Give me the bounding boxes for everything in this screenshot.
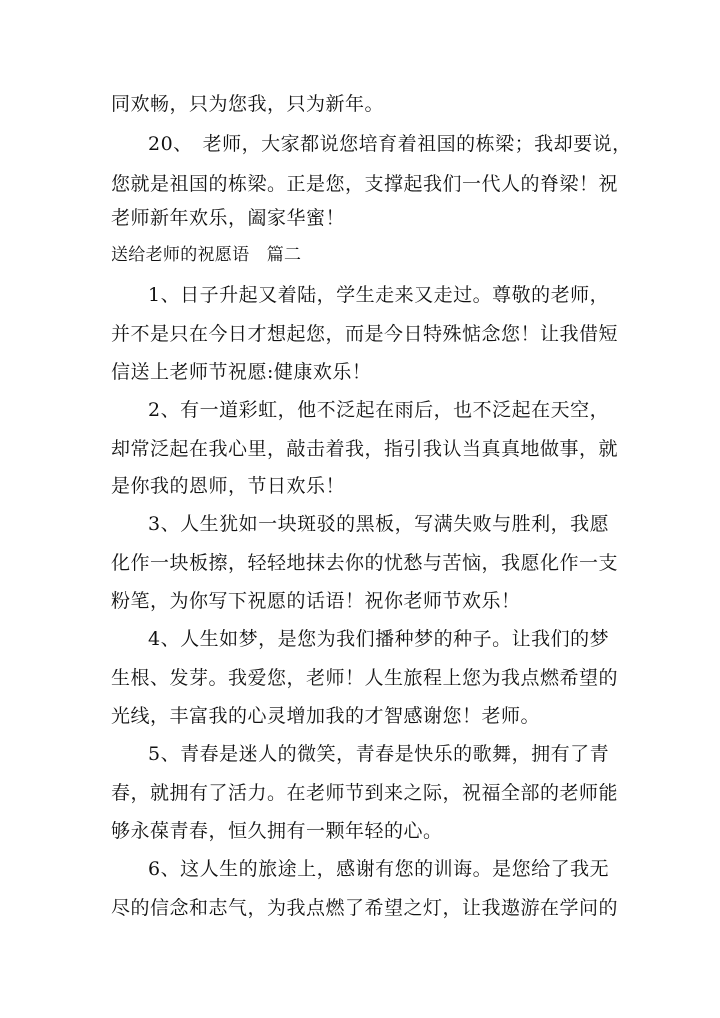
paragraph-line: 6、这人生的旅途上，感谢有您的训诲。是您给了我无: [148, 858, 610, 880]
paragraph-line: 化作一块板擦，轻轻地抹去你的忧愁与苦恼，我愿化作一支: [111, 552, 619, 574]
paragraph-line: 您就是祖国的栋梁。正是您，支撑起我们一代人的脊梁！祝: [111, 173, 619, 195]
paragraph-line: 却常泛起在我心里，敲击着我，指引我认当真真地做事，就: [111, 438, 619, 460]
paragraph-line: 光线，丰富我的心灵增加我的才智感谢您！老师。: [111, 705, 541, 727]
paragraph-line: 信送上老师节祝愿:健康欢乐！: [111, 361, 372, 383]
paragraph-line: 20、 老师，大家都说您培育着祖国的栋梁；我却要说，: [148, 133, 632, 155]
paragraph-line: 粉笔，为你写下祝愿的话语！祝你老师节欢乐！: [111, 590, 521, 612]
paragraph-line: 2、有一道彩虹，他不泛起在雨后，也不泛起在天空，: [148, 399, 610, 421]
paragraph-line: 3、人生犹如一块斑驳的黑板，写满失败与胜利，我愿: [148, 513, 610, 535]
paragraph-line: 够永葆青春，恒久拥有一颗年轻的心。: [111, 820, 443, 842]
paragraph-line: 是你我的恩师，节日欢乐！: [111, 475, 346, 497]
paragraph-line: 5、青春是迷人的微笑，青春是快乐的歌舞，拥有了青: [148, 743, 610, 765]
paragraph-line: 老师新年欢乐，阖家华蜜！: [111, 207, 346, 229]
paragraph-line: 春，就拥有了活力。在老师节到来之际，祝福全部的老师能: [111, 782, 619, 804]
paragraph-line: 生根、发芽。我爱您，老师！人生旅程上您为我点燃希望的: [111, 667, 619, 689]
paragraph-line: 1、日子升起又着陆，学生走来又走过。尊敬的老师，: [148, 284, 610, 306]
section-heading: 送给老师的祝愿语 篇二: [111, 245, 302, 265]
paragraph-line: 尽的信念和志气，为我点燃了希望之灯，让我遨游在学问的: [111, 897, 619, 919]
paragraph-line: 同欢畅，只为您我，只为新年。: [111, 93, 385, 115]
paragraph-line: 并不是只在今日才想起您，而是今日特殊惦念您！让我借短: [111, 323, 619, 345]
paragraph-line: 4、人生如梦，是您为我们播种梦的种子。让我们的梦: [148, 628, 610, 650]
